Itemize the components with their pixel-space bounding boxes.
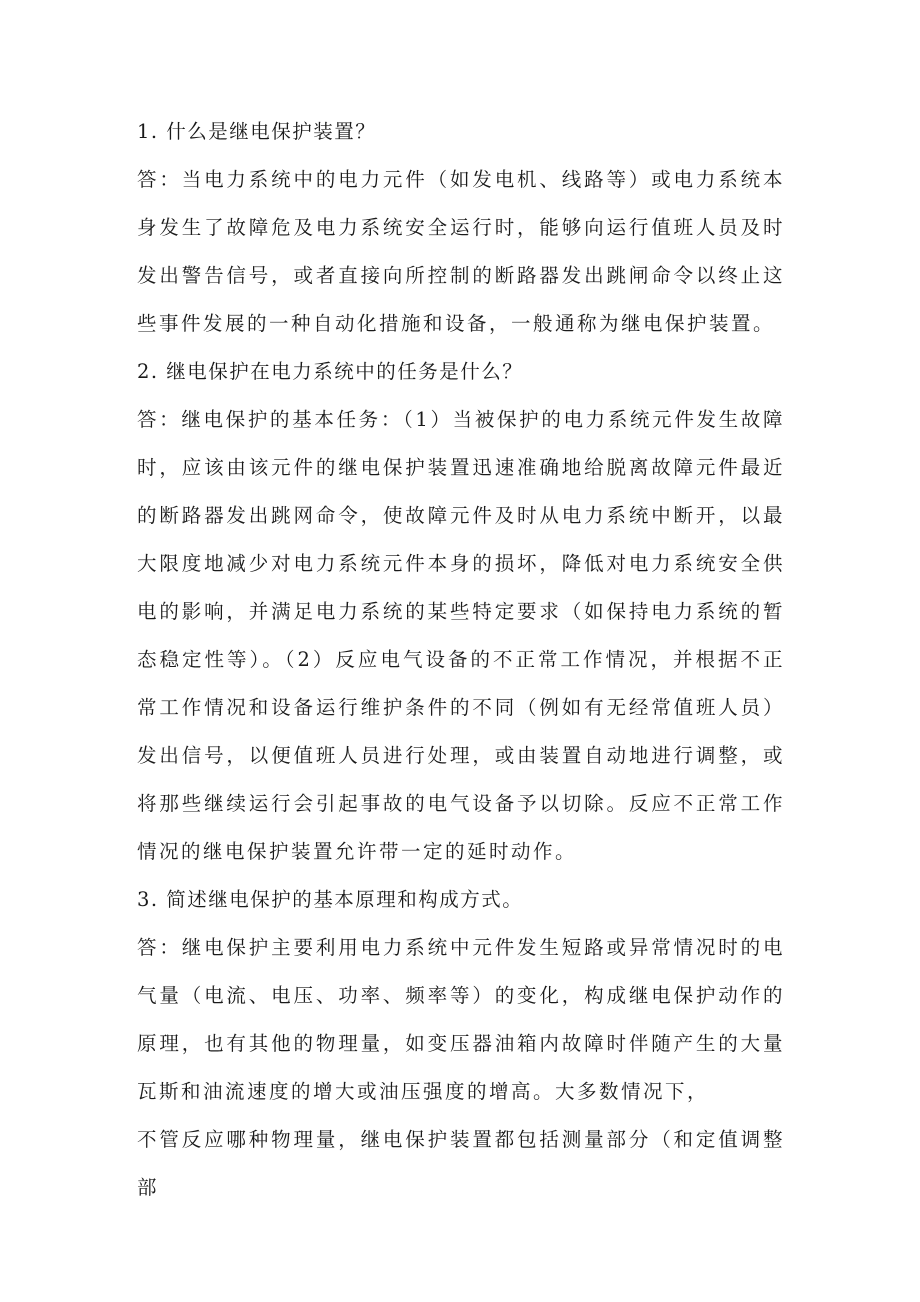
answer-3-continued: 不管反应哪种物理量，继电保护装置都包括测量部分（和定值调整部 (137, 1128, 785, 1199)
question-2: 2. 继电保护在电力系统中的任务是什么？ (137, 360, 524, 383)
question-3: 3. 简述继电保护的基本原理和构成方式。 (137, 888, 524, 911)
answer-1: 答：当电力系统中的电力元件（如发电机、线路等）或电力系统本身发生了故障危及电力系统安全运行时，能够向运行值班人员及时发出警告信号，或者直接向所控制的断路器发出跳闸命令以终止这些事件发展的一种自动化措施和设备，一般通称为继电保护装置。 (137, 168, 785, 335)
document-body (137, 108, 785, 1212)
answer-2: 答：继电保护的基本任务：（1）当被保护的电力系统元件发生故障时，应该由该元件的继电保护装置迅速准确地给脱离故障元件最近的断路器发出跳网命令，使故障元件及时从电力系统中断开，以最大限度地减少对电力系统元件本身的损坏，降低对电力系统安全供电的影响，并满足电力系统的某些特定要求（如保持电力系统的暂态稳定性等）。（2）反应电气设备的不正常工作情况，并根据不正常工作情况和设备运行维护条件的不同（例如有无经常值班人员）发出信号，以便值班人员进行处理，或由装置自动地进行调整，或将那些继续运行会引起事故的电气设备予以切除。反应不正常工作情况的继电保护装置允许带一定的延时动作。 (137, 408, 785, 863)
question-1: 1. 什么是继电保护装置？ (137, 120, 377, 143)
answer-3: 答：继电保护主要利用电力系统中元件发生短路或异常情况时的电气量（电流、电压、功率、频率等）的变化，构成继电保护动作的原理，也有其他的物理量，如变压器油箱内故障时伴随产生的大量瓦斯和油流速度的增大或油压强度的增高。大多数情况下， (137, 936, 785, 1103)
